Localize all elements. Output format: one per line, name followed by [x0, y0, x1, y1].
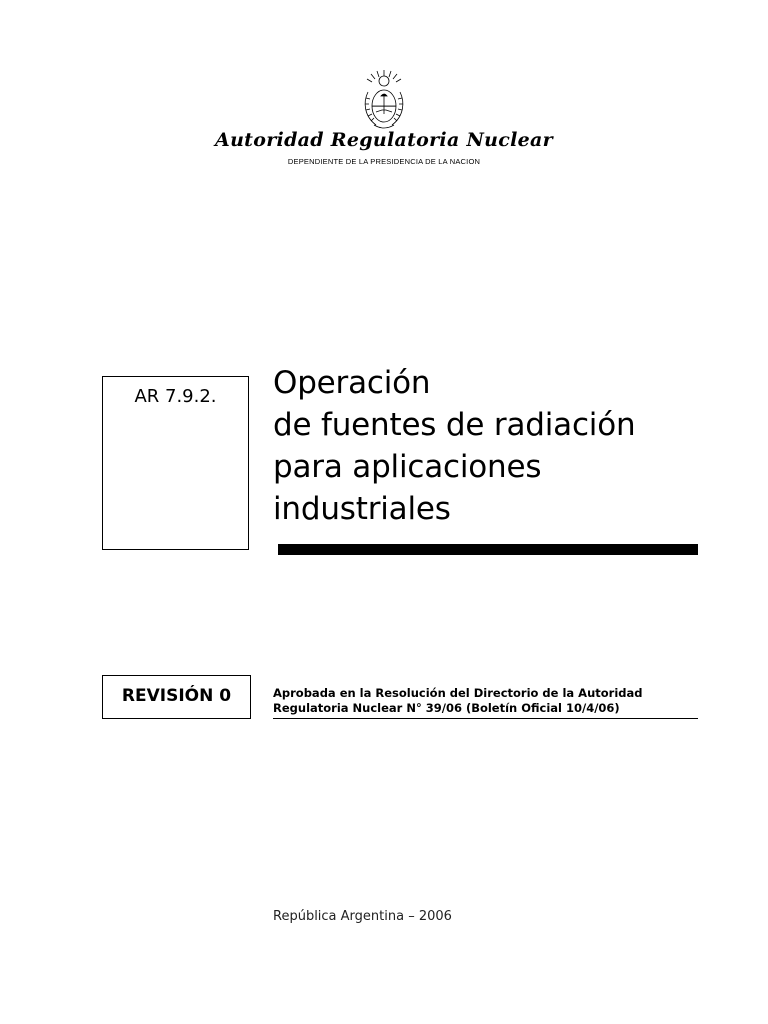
- title-underline-bar: [278, 544, 698, 555]
- organization-name: Autoridad Regulatoria Nuclear: [215, 129, 553, 151]
- approval-note: [273, 686, 703, 716]
- document-code: AR 7.9.2.: [134, 386, 217, 407]
- title-line: industriales: [273, 491, 451, 527]
- footer-text: República Argentina – 2006: [273, 909, 452, 924]
- revision-box: [102, 675, 251, 719]
- title-line: Operación: [273, 365, 431, 401]
- approval-divider: [273, 718, 698, 719]
- approval-line: Regulatoria Nuclear N° 39/06 (Boletín Oficial 10/4/06): [273, 701, 620, 715]
- title-line: de fuentes de radiación: [273, 407, 636, 443]
- organization-subtitle: DEPENDIENTE DE LA PRESIDENCIA DE LA NACION: [287, 157, 481, 166]
- document-title: [273, 362, 713, 530]
- document-code-box: [102, 376, 249, 550]
- title-line: para aplicaciones: [273, 449, 542, 485]
- approval-line: Aprobada en la Resolución del Directorio de la Autoridad: [273, 686, 643, 700]
- argentine-coat-of-arms-icon: [358, 68, 410, 132]
- revision-label: REVISIÓN 0: [121, 686, 232, 706]
